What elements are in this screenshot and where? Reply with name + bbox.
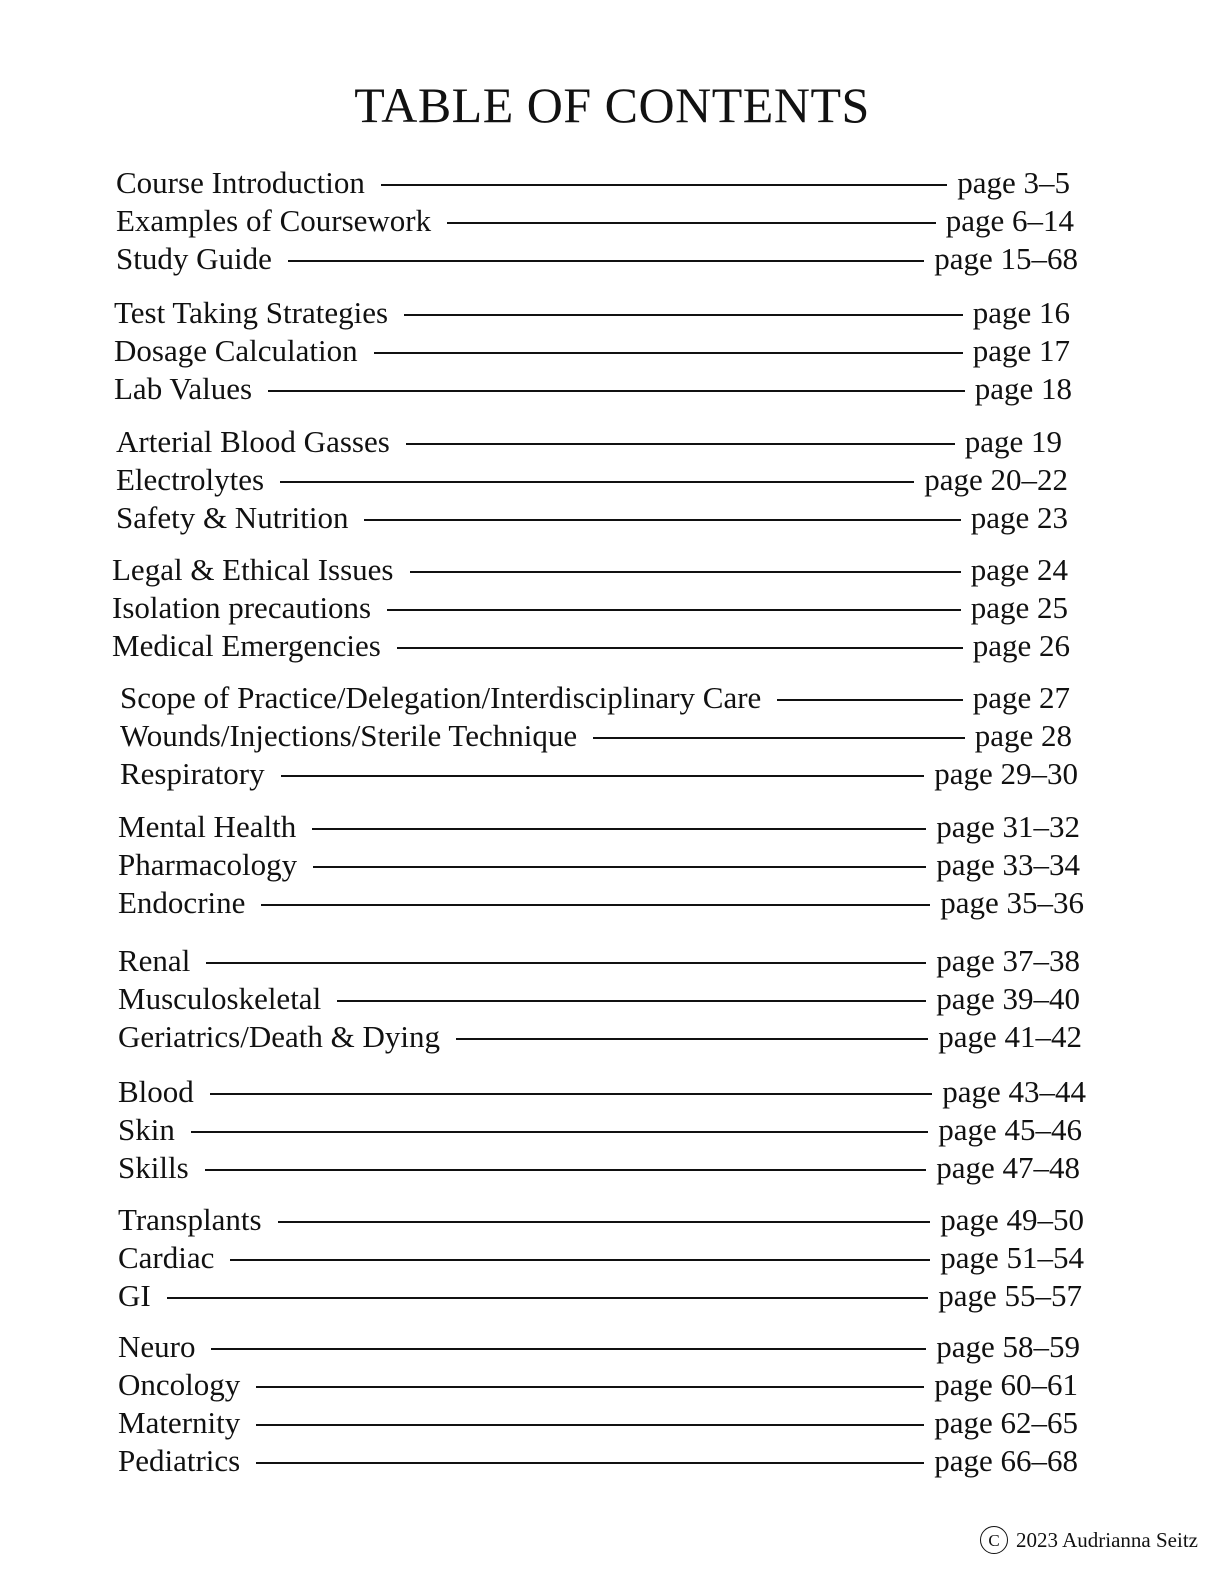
toc-entry-pages: page 49–50 bbox=[940, 1202, 1084, 1237]
toc-leader-line bbox=[410, 571, 961, 573]
toc-entry-label: Scope of Practice/Delegation/Interdisciplinary Care bbox=[120, 680, 762, 715]
toc-entry-pharmacology bbox=[118, 847, 1080, 883]
toc-entry-pages: page 51–54 bbox=[940, 1240, 1084, 1275]
toc-entry-lab-values bbox=[114, 371, 1072, 407]
toc-leader-line bbox=[206, 962, 926, 964]
toc-leader-line bbox=[406, 443, 955, 445]
toc-entry-pages: page 25 bbox=[970, 590, 1068, 625]
toc-leader-line bbox=[261, 904, 930, 906]
toc-leader-line bbox=[593, 737, 965, 739]
toc-entry-pages: page 23 bbox=[970, 500, 1068, 535]
page-title: TABLE OF CONTENTS bbox=[354, 77, 870, 133]
toc-leader-line bbox=[447, 222, 936, 224]
toc-entry-pages: page 35–36 bbox=[940, 885, 1084, 920]
toc-entry-pages: page 47–48 bbox=[936, 1150, 1080, 1185]
toc-entry-musculoskeletal bbox=[118, 981, 1080, 1017]
toc-entry-label: Dosage Calculation bbox=[114, 333, 358, 368]
toc-leader-line bbox=[280, 481, 914, 483]
toc-entry-electrolytes bbox=[116, 462, 1068, 498]
toc-entry-pages: page 24 bbox=[970, 552, 1068, 587]
toc-entry-label: Geriatrics/Death & Dying bbox=[118, 1019, 440, 1054]
toc-leader-line bbox=[210, 1093, 932, 1095]
toc-leader-line bbox=[312, 828, 926, 830]
toc-entry-label: Transplants bbox=[118, 1202, 262, 1237]
toc-leader-line bbox=[364, 519, 960, 521]
toc-entry-pages: page 37–38 bbox=[936, 943, 1080, 978]
toc-leader-line bbox=[256, 1386, 924, 1388]
toc-entry-study-guide bbox=[116, 241, 1078, 277]
toc-entry-pages: page 17 bbox=[972, 333, 1070, 368]
toc-entry-respiratory bbox=[120, 756, 1078, 792]
toc-leader-line bbox=[230, 1259, 930, 1261]
toc-leader-line bbox=[387, 609, 961, 611]
toc-entry-label: Skin bbox=[118, 1112, 175, 1147]
toc-entry-label: Electrolytes bbox=[116, 462, 265, 497]
toc-entry-legal-ethical-issues bbox=[112, 552, 1068, 588]
toc-entry-pages: page 26 bbox=[972, 628, 1070, 663]
toc-leader-line bbox=[456, 1038, 928, 1040]
toc-entry-pages: page 55–57 bbox=[938, 1278, 1082, 1313]
toc-leader-line bbox=[268, 390, 965, 392]
toc-entry-pages: page 31–32 bbox=[936, 809, 1080, 844]
toc-entry-scope-of-practice bbox=[120, 680, 1070, 716]
toc-entry-safety-nutrition bbox=[116, 500, 1068, 536]
toc-entry-skin bbox=[118, 1112, 1082, 1148]
toc-leader-line bbox=[256, 1424, 924, 1426]
toc-entry-pages: page 19 bbox=[964, 424, 1062, 459]
toc-entry-label: Endocrine bbox=[118, 885, 246, 920]
toc-entry-course-introduction bbox=[116, 165, 1070, 201]
toc-entry-medical-emergencies bbox=[112, 628, 1070, 664]
toc-entry-label: Pediatrics bbox=[118, 1443, 241, 1478]
toc-entry-label: Musculoskeletal bbox=[118, 981, 322, 1016]
toc-entry-dosage-calculation bbox=[114, 333, 1070, 369]
toc-entry-label: Legal & Ethical Issues bbox=[112, 552, 394, 587]
toc-entry-label: Mental Health bbox=[118, 809, 297, 844]
toc-entry-label: GI bbox=[118, 1278, 151, 1313]
toc-leader-line bbox=[337, 1000, 926, 1002]
toc-leader-line bbox=[381, 184, 947, 186]
toc-entry-pages: page 20–22 bbox=[924, 462, 1068, 497]
toc-leader-line bbox=[777, 699, 962, 701]
toc-entry-label: Oncology bbox=[118, 1367, 241, 1402]
toc-leader-line bbox=[313, 866, 926, 868]
toc-leader-line bbox=[211, 1348, 926, 1350]
toc-entry-endocrine bbox=[118, 885, 1084, 921]
toc-entry-pages: page 18 bbox=[974, 371, 1072, 406]
toc-entry-pages: page 27 bbox=[972, 680, 1070, 715]
toc-entry-blood bbox=[118, 1074, 1086, 1110]
toc-entry-label: Maternity bbox=[118, 1405, 241, 1440]
toc-leader-line bbox=[281, 775, 925, 777]
toc-entry-label: Pharmacology bbox=[118, 847, 298, 882]
toc-entry-arterial-blood-gasses bbox=[116, 424, 1062, 460]
toc-entry-label: Medical Emergencies bbox=[112, 628, 381, 663]
toc-entry-pages: page 66–68 bbox=[934, 1443, 1078, 1478]
toc-entry-examples-of-coursework bbox=[116, 203, 1074, 239]
toc-entry-label: Isolation precautions bbox=[112, 590, 372, 625]
toc-leader-line bbox=[288, 260, 924, 262]
toc-entry-label: Study Guide bbox=[116, 241, 272, 276]
toc-entry-label: Test Taking Strategies bbox=[114, 295, 389, 330]
toc-entry-isolation-precautions bbox=[112, 590, 1068, 626]
toc-entry-label: Cardiac bbox=[118, 1240, 215, 1275]
copyright-icon: C bbox=[980, 1526, 1008, 1554]
toc-entry-label: Examples of Coursework bbox=[116, 203, 432, 238]
toc-entry-pages: page 33–34 bbox=[936, 847, 1080, 882]
toc-entry-pediatrics bbox=[118, 1443, 1078, 1479]
toc-entry-label: Arterial Blood Gasses bbox=[116, 424, 390, 459]
toc-entry-test-taking-strategies bbox=[114, 295, 1070, 331]
toc-entry-wounds-injections bbox=[120, 718, 1072, 754]
toc-entry-pages: page 28 bbox=[974, 718, 1072, 753]
toc-entry-oncology bbox=[118, 1367, 1078, 1403]
toc-entry-pages: page 43–44 bbox=[942, 1074, 1086, 1109]
toc-entry-maternity bbox=[118, 1405, 1078, 1441]
toc-entry-pages: page 39–40 bbox=[936, 981, 1080, 1016]
toc-entry-neuro bbox=[118, 1329, 1080, 1365]
toc-entry-transplants bbox=[118, 1202, 1084, 1238]
toc-entry-pages: page 29–30 bbox=[934, 756, 1078, 791]
toc-leader-line bbox=[191, 1131, 928, 1133]
toc-leader-line bbox=[205, 1169, 927, 1171]
toc-entry-pages: page 16 bbox=[972, 295, 1070, 330]
toc-entry-pages: page 6–14 bbox=[945, 203, 1074, 238]
toc-entry-label: Wounds/Injections/Sterile Technique bbox=[120, 718, 578, 753]
toc-leader-line bbox=[167, 1297, 929, 1299]
toc-entry-skills bbox=[118, 1150, 1080, 1186]
toc-entry-label: Renal bbox=[118, 943, 191, 978]
toc-entry-mental-health bbox=[118, 809, 1080, 845]
toc-entry-pages: page 3–5 bbox=[957, 165, 1070, 200]
toc-entry-pages: page 60–61 bbox=[934, 1367, 1078, 1402]
toc-entry-pages: page 62–65 bbox=[934, 1405, 1078, 1440]
toc-leader-line bbox=[256, 1462, 924, 1464]
toc-entry-gi bbox=[118, 1278, 1082, 1314]
toc-entry-pages: page 41–42 bbox=[938, 1019, 1082, 1054]
toc-leader-line bbox=[397, 647, 963, 649]
toc-entry-label: Lab Values bbox=[114, 371, 253, 406]
copyright-notice bbox=[980, 1526, 1198, 1554]
toc-leader-line bbox=[374, 352, 963, 354]
toc-entry-label: Course Introduction bbox=[116, 165, 365, 200]
toc-entry-cardiac bbox=[118, 1240, 1084, 1276]
toc-entry-pages: page 45–46 bbox=[938, 1112, 1082, 1147]
toc-entry-geriatrics bbox=[118, 1019, 1082, 1055]
toc-entry-pages: page 58–59 bbox=[936, 1329, 1080, 1364]
toc-entry-label: Safety & Nutrition bbox=[116, 500, 349, 535]
copyright-text: 2023 Audrianna Seitz bbox=[1016, 1527, 1198, 1552]
toc-entry-label: Respiratory bbox=[120, 756, 265, 791]
toc-entry-renal bbox=[118, 943, 1080, 979]
toc-leader-line bbox=[278, 1221, 931, 1223]
toc-leader-line bbox=[404, 314, 963, 316]
toc-entry-label: Neuro bbox=[118, 1329, 196, 1364]
toc-entry-label: Blood bbox=[118, 1074, 194, 1109]
toc-entry-label: Skills bbox=[118, 1150, 189, 1185]
toc-entry-pages: page 15–68 bbox=[934, 241, 1078, 276]
